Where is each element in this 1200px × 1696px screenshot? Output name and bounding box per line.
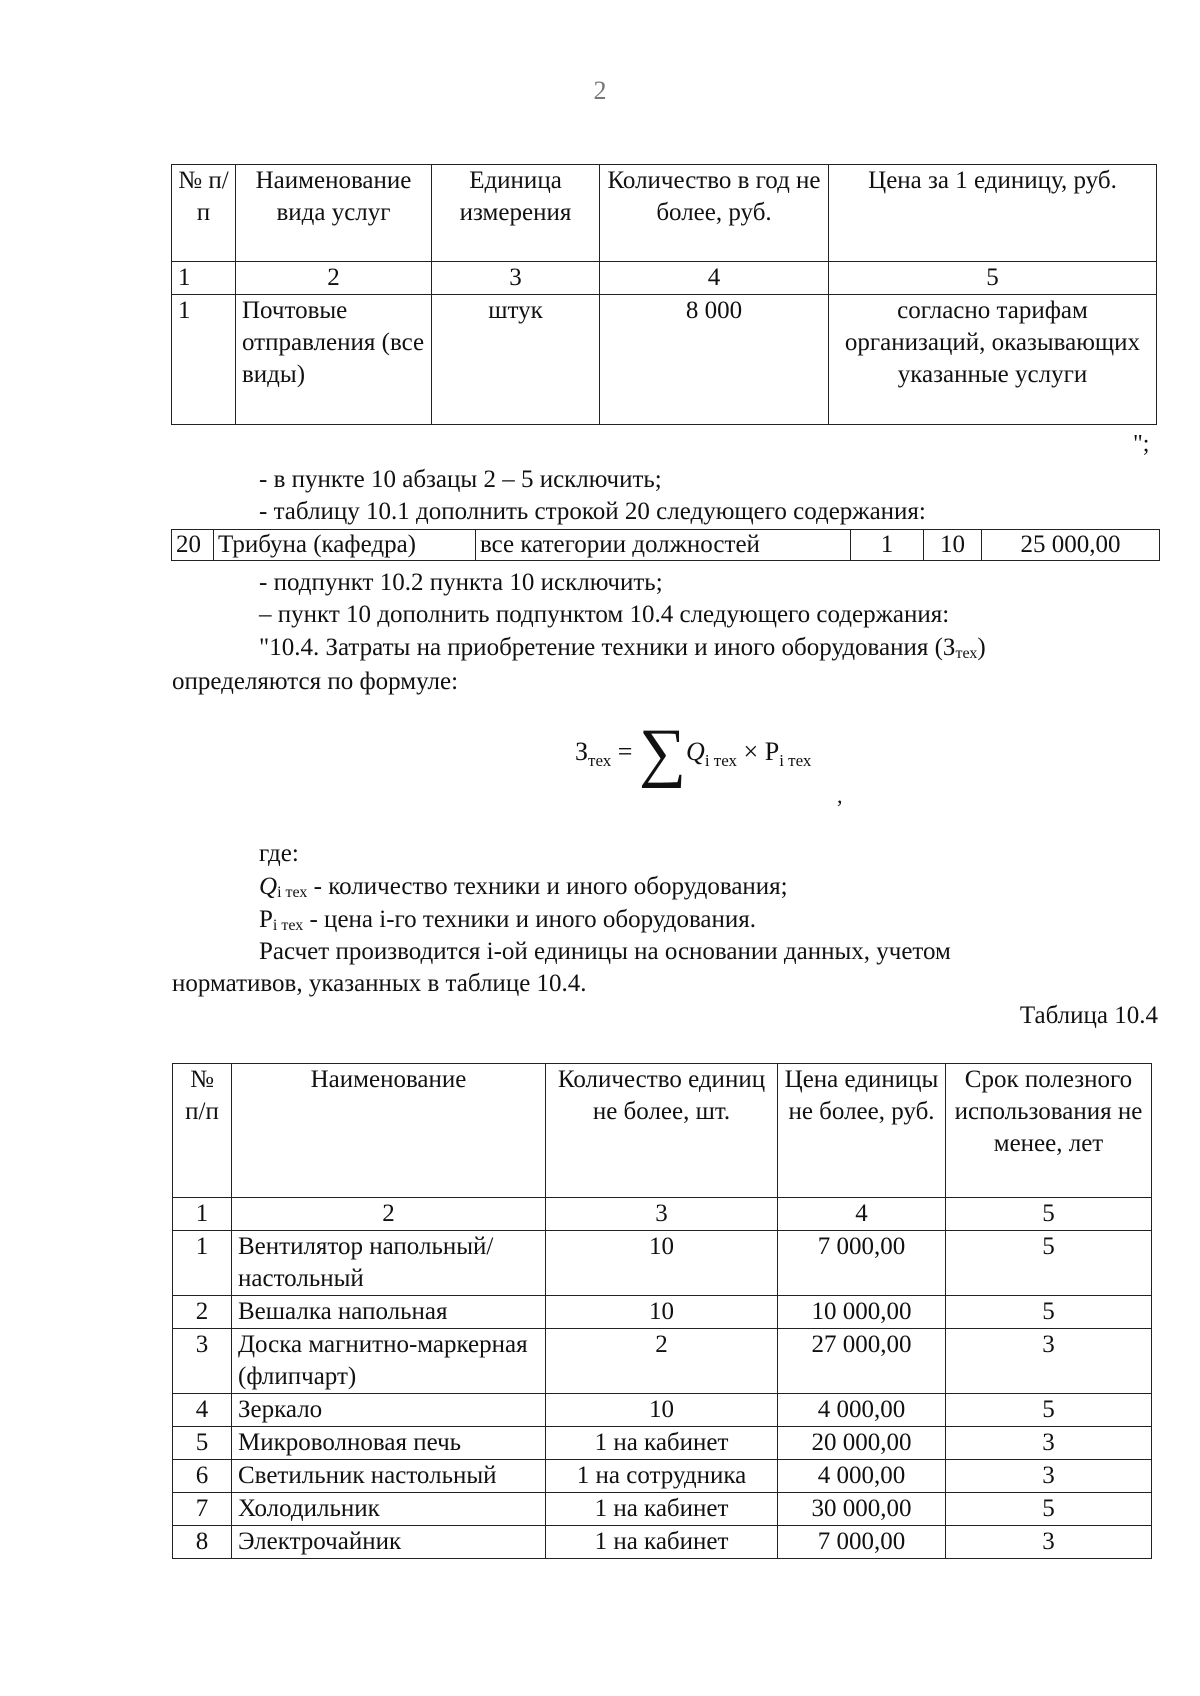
index-cell: 3 [546,1198,778,1231]
table-header-row [172,165,1157,262]
index-cell: 2 [232,1198,546,1231]
table-cell: 5 [946,1493,1152,1526]
table-cell: 8 [173,1526,232,1559]
table-cell: Зеркало [232,1394,546,1427]
table-cell: 5 [173,1427,232,1460]
where-text: - цена i-го техники и иного оборудования. [303,906,757,933]
table-cell: Холодильник [232,1493,546,1526]
table-cell: 4 000,00 [778,1460,946,1493]
table-cell: Светильник настольный [232,1460,546,1493]
index-cell: 1 [173,1198,232,1231]
header-cell: Единица измерения [432,165,600,262]
formula-p: P [764,737,780,766]
table-cell: 10 [546,1394,778,1427]
index-cell: 5 [946,1198,1152,1231]
table-cell: штук [432,295,600,425]
table-cell: 10 [546,1296,778,1329]
paragraph-item: Расчет производится i-ой единицы на основании данных, учетом [259,938,951,965]
table-cell: 2 [546,1329,778,1394]
formula-q-sub: i тех [704,751,738,771]
header-cell: Количество в год не более, руб. [600,165,829,262]
paragraph-text: ) [977,634,986,661]
header-cell: Срок полезного использования не менее, лет [946,1064,1152,1198]
table-cell: 1 [173,1231,232,1296]
subscript: тех [955,645,978,662]
sigma-symbol: ∑ [638,716,687,789]
table-cell: 1 на кабинет [546,1526,778,1559]
index-cell: 3 [432,262,600,295]
table-cell: Почтовые отправления (все виды) [236,295,432,425]
table-row [173,1394,1152,1427]
table-row [173,1460,1152,1493]
postal-services-table [171,164,1157,425]
table-cell: 7 000,00 [778,1526,946,1559]
table-row [173,1427,1152,1460]
table-row [173,1526,1152,1559]
paragraph-item: определяются по формуле: [172,668,459,695]
table-cell: все категории должностей [476,530,851,561]
table-row [172,530,1160,561]
table-cell: Электрочайник [232,1526,546,1559]
index-cell: 2 [236,262,432,295]
paragraph-item: - в пункте 10 абзацы 2 – 5 исключить; [259,466,662,493]
table-row [173,1296,1152,1329]
paragraph-text: "10.4. Затраты на приобретение техники и иного оборудования (З [259,634,956,661]
formula-q: Q [686,737,705,766]
table-cell: 3 [946,1329,1152,1394]
table-cell: Вентилятор напольный/ настольный [232,1231,546,1296]
table-cell: Микроволновая печь [232,1427,546,1460]
page-number: 2 [593,76,607,105]
closing-quote-mark: "; [1133,431,1150,457]
paragraph-item [172,632,1200,670]
q-symbol: Q [259,873,278,900]
header-cell: № п/п [172,165,236,262]
table-cell: Доска магнитно-маркерная (флипчарт) [232,1329,546,1394]
table-cell: 1 на кабинет [546,1493,778,1526]
index-cell: 4 [600,262,829,295]
table-cell: 3 [173,1329,232,1394]
header-cell: Количество единиц не более, шт. [546,1064,778,1198]
table-cell: 5 [946,1296,1152,1329]
table-cell: 30 000,00 [778,1493,946,1526]
table-cell: 7 000,00 [778,1231,946,1296]
table-row [172,295,1157,425]
table-cell: 10 [546,1231,778,1296]
subscript: i тех [277,884,308,901]
table-cell: 20 000,00 [778,1427,946,1460]
index-cell: 4 [778,1198,946,1231]
table-cell: 5 [946,1394,1152,1427]
p-symbol: P [259,906,273,933]
table-cell: 1 на кабинет [546,1427,778,1460]
table-cell: 10 000,00 [778,1296,946,1329]
table-cell: 4 000,00 [778,1394,946,1427]
where-text: - количество техники и иного оборудования; [307,873,788,900]
paragraph-item: нормативов, указанных в таблице 10.4. [172,970,587,997]
table-cell: 1 [172,295,236,425]
table-cell: 1 [851,530,924,561]
paragraph-item: - подпункт 10.2 пункта 10 исключить; [259,569,663,596]
table-row [173,1231,1152,1296]
index-cell: 5 [829,262,1157,295]
table-cell: 20 [172,530,214,561]
table-cell: 1 на сотрудника [546,1460,778,1493]
formula-equals: = [611,737,639,766]
table-index-row [173,1198,1152,1231]
header-cell: Наименование вида услуг [236,165,432,262]
appended-row-table [171,529,1160,561]
formula-lhs: З [575,737,589,766]
table-cell: 3 [946,1460,1152,1493]
formula-lhs-sub: тех [588,751,612,771]
table-row [173,1493,1152,1526]
table-cell: 6 [173,1460,232,1493]
table-cell: 3 [946,1427,1152,1460]
table-cell: 8 000 [600,295,829,425]
table-caption: Таблица 10.4 [1019,1002,1158,1029]
header-cell: Цена за 1 единицу, руб. [829,165,1157,262]
table-cell: 3 [946,1526,1152,1559]
formula [575,716,812,789]
index-cell: 1 [172,262,236,295]
table-index-row [172,262,1157,295]
table-cell: 10 [924,530,982,561]
formula-times: × [737,737,765,766]
table-cell: Трибуна (кафедра) [214,530,476,561]
table-cell: 4 [173,1394,232,1427]
subscript: i тех [272,917,304,934]
table-row [173,1329,1152,1394]
where-label: где: [259,840,299,867]
table-cell: 2 [173,1296,232,1329]
table-header-row [173,1064,1152,1198]
header-cell: № п/п [173,1064,232,1198]
formula-comma: , [837,783,843,808]
table-cell: Вешалка напольная [232,1296,546,1329]
paragraph-item: - таблицу 10.1 дополнить строкой 20 следующего содержания: [259,498,926,525]
table-cell: 7 [173,1493,232,1526]
table-cell: 27 000,00 [778,1329,946,1394]
table-cell: согласно тарифам организаций, оказывающих указанные услуги [829,295,1157,425]
equipment-norms-table [172,1063,1152,1559]
header-cell: Наименование [232,1064,546,1198]
table-cell: 25 000,00 [982,530,1160,561]
table-cell: 5 [946,1231,1152,1296]
formula-p-sub: i тех [779,751,812,771]
header-cell: Цена единицы не более, руб. [778,1064,946,1198]
paragraph-item: – пункт 10 дополнить подпунктом 10.4 следующего содержания: [259,601,950,628]
